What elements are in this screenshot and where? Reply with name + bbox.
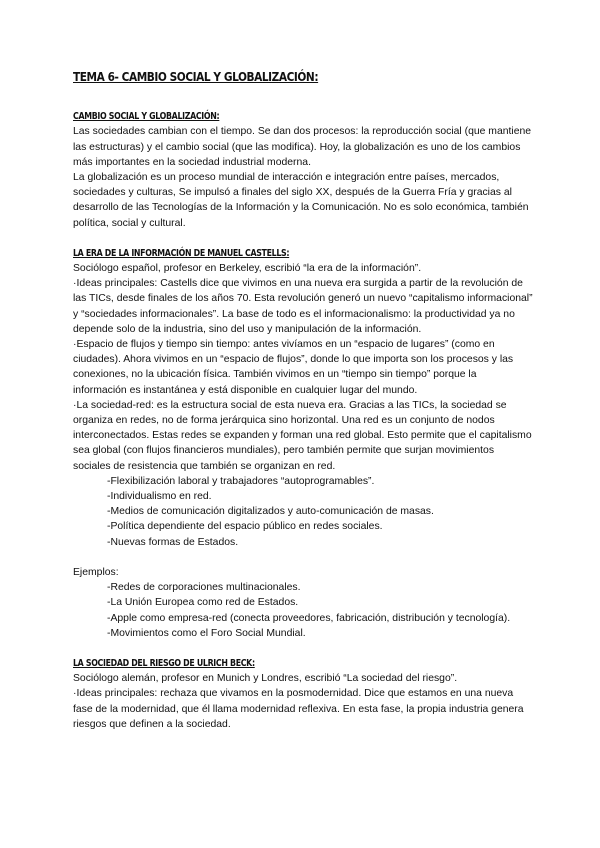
spacer	[73, 550, 533, 565]
paragraph: Sociólogo español, profesor en Berkeley, escribió “la era de la información”.	[73, 263, 422, 275]
document-title: TEMA 6- CAMBIO SOCIAL Y GLOBALIZACIÓN:	[73, 70, 319, 84]
spacer	[73, 231, 533, 246]
spacer	[73, 641, 533, 656]
section-heading-castells: LA ERA DE LA INFORMACIÓN DE MANUEL CASTELLS:	[73, 247, 290, 259]
list-item: -Movimientos como el Foro Social Mundial.	[107, 627, 306, 639]
list-item: -Política dependiente del espacio público en redes sociales.	[107, 521, 383, 533]
paragraph: Sociólogo alemán, profesor en Munich y Londres, escribió “La sociedad del riesgo”.	[73, 673, 458, 685]
paragraph: ·La sociedad-red: es la estructura social de esta nueva era. Gracias a las TICs, la sociedad se organiza en redes, no de forma jerárquica sino horizontal. Una red es un conjunto de nodos interconectados. Estas redes se expanden y forman una red global. Esto permite que el capitalismo sea global (con flujos financieros mundiales), pero también permite que surjan movimientos sociales de resistencia que también se organizan en red.	[73, 399, 532, 472]
section-heading-globalizacion: CAMBIO SOCIAL Y GLOBALIZACIÓN:	[73, 111, 220, 123]
list-item: -Apple como empresa-red (conecta proveedores, fabricación, distribución y tecnología).	[107, 612, 511, 624]
paragraph: ·Ideas principales: rechaza que vivamos en la posmodernidad. Dice que estamos en una nueva fase de la modernidad, que él llama modernidad reflexiva. En esta fase, la propia industria genera riesgos que definen a la sociedad.	[73, 688, 524, 730]
list-item: -Flexibilización laboral y trabajadores “autoprogramables”.	[107, 475, 375, 487]
paragraph: ·Espacio de flujos y tiempo sin tiempo: antes vivíamos en un “espacio de lugares” (como en ciudades). Ahora vivimos en un “espacio de flujos”, donde lo que importa son los procesos y las conexiones, no la ubicación física. También vivimos en un “tiempo sin tiempo” porque la información es instantánea y está disponible en cualquier lugar del mundo.	[73, 339, 514, 396]
paragraph: ·Ideas principales: Castells dice que vivimos en una nueva era surgida a partir de la revolución de las TICs, desde finales de los años 70. Esta revolución generó un nuevo “capitalismo informacional” y “sociedades informacionales”. La base de todo es el informacionalismo: la productividad ya no depende solo de la industria, sino del uso y manipulación de la información.	[73, 278, 533, 335]
paragraph: Las sociedades cambian con el tiempo. Se dan dos procesos: la reproducción social (que mantiene las estructuras) y el cambio social (que las modifica). Hoy, la globalización es uno de los cambios más importantes en la sociedad industrial moderna.	[73, 126, 532, 168]
section-heading-beck: LA SOCIEDAD DEL RIESGO DE ULRICH BECK:	[73, 657, 255, 669]
paragraph: La globalización es un proceso mundial de interacción e integración entre países, mercados, sociedades y culturas, Se impulsó a finales del siglo XX, después de la Guerra Fría y gracias al desarrollo de las Tecnologías de la Información y la Comunicación. No es solo económica, también política, social y cultural.	[73, 172, 529, 229]
list-item: -Nuevas formas de Estados.	[107, 536, 239, 548]
examples-label: Ejemplos:	[73, 566, 119, 578]
document-content	[73, 70, 533, 732]
characteristics-list	[73, 474, 533, 550]
examples-list	[73, 580, 533, 641]
list-item: -Redes de corporaciones multinacionales.	[107, 582, 301, 594]
list-item: -La Unión Europea como red de Estados.	[107, 597, 299, 609]
list-item: -Medios de comunicación digitalizados y auto-comunicación de masas.	[107, 506, 434, 518]
list-item: -Individualismo en red.	[107, 491, 212, 503]
